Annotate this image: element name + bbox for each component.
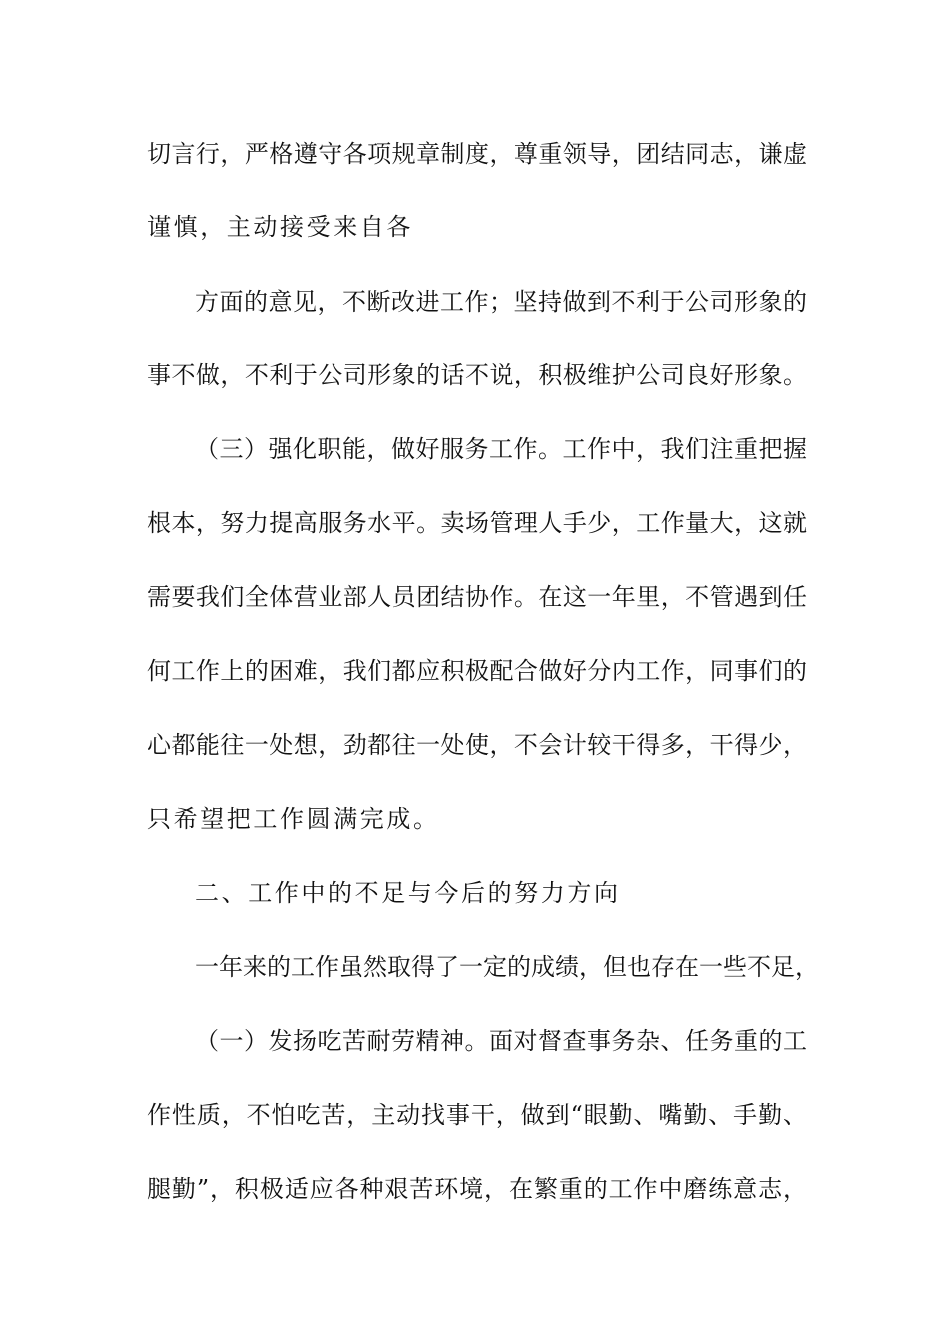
text-line-14: 作性质，不怕吃苦，主动找事干，做到“眼勤、嘴勤、手勤、 bbox=[147, 1101, 807, 1129]
text-line-3: 方面的意见，不断改进工作；坚持做到不利于公司形象的 bbox=[195, 288, 807, 316]
text-line-6: 根本，努力提高服务水平。卖场管理人手少，工作量大，这就 bbox=[147, 509, 807, 537]
text-line-5: （三）强化职能，做好服务工作。工作中，我们注重把握 bbox=[195, 435, 807, 463]
text-line-8: 何工作上的困难，我们都应积极配合做好分内工作，同事们的 bbox=[147, 657, 807, 685]
text-line-1: 切言行，严格遵守各项规章制度，尊重领导，团结同志，谦虚 bbox=[147, 140, 807, 168]
text-line-7: 需要我们全体营业部人员团结协作。在这一年里，不管遇到任 bbox=[147, 583, 807, 611]
text-line-2: 谨慎，主动接受来自各 bbox=[147, 213, 413, 241]
text-line-4: 事不做，不利于公司形象的话不说，积极维护公司良好形象。 bbox=[147, 361, 807, 389]
text-line-9: 心都能往一处想，劲都往一处使，不会计较干得多，干得少， bbox=[147, 731, 807, 759]
text-line-12: 一年来的工作虽然取得了一定的成绩，但也存在一些不足， bbox=[195, 953, 819, 981]
text-line-13: （一）发扬吃苦耐劳精神。面对督查事务杂、任务重的工 bbox=[195, 1027, 807, 1055]
section-heading: 二、工作中的不足与今后的努力方向 bbox=[195, 879, 621, 907]
text-line-15: 腿勤”，积极适应各种艰苦环境，在繁重的工作中磨练意志， bbox=[147, 1175, 807, 1203]
text-line-10: 只希望把工作圆满完成。 bbox=[147, 805, 440, 833]
